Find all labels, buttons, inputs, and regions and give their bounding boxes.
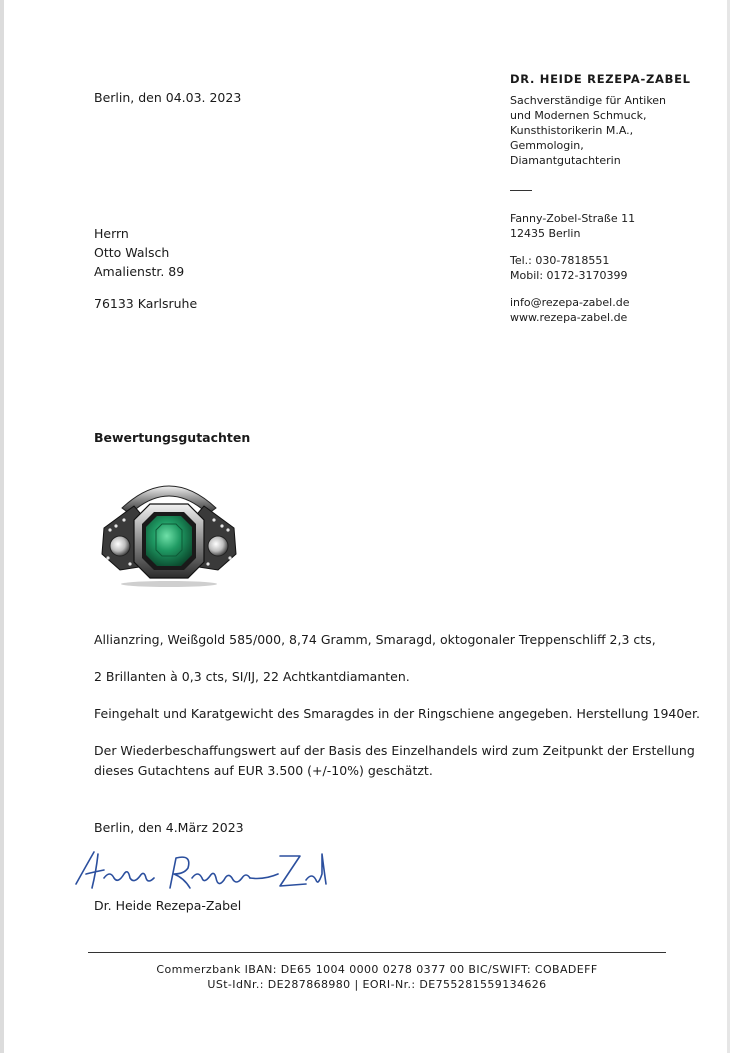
document-subject: Bewertungsgutachten bbox=[94, 430, 251, 445]
paragraph-description: Allianzring, Weißgold 585/000, 8,74 Gramm, Smaragd, oktogonaler Treppenschliff 2,3 cts, bbox=[94, 632, 656, 647]
footer-divider bbox=[88, 952, 666, 953]
sender-tel: Tel.: 030-7818551 bbox=[510, 254, 610, 267]
signer-name: Dr. Heide Rezepa-Zabel bbox=[94, 898, 242, 913]
letterhead-divider bbox=[510, 190, 532, 191]
recipient-street: Amalienstr. 89 bbox=[94, 264, 185, 279]
paragraph-valuation-cont: dieses Gutachtens auf EUR 3.500 (+/-10%) geschätzt. bbox=[94, 763, 433, 778]
sender-email: info@rezepa-zabel.de bbox=[510, 296, 630, 309]
recipient-city: 76133 Karlsruhe bbox=[94, 296, 198, 311]
recipient-salutation: Herrn bbox=[94, 226, 129, 241]
sender-street: Fanny-Zobel-Straße 11 bbox=[510, 212, 636, 225]
sender-title-line: Diamantgutachterin bbox=[510, 154, 621, 167]
sender-title-line: und Modernen Schmuck, bbox=[510, 109, 647, 122]
footer-bank-line: Commerzbank IBAN: DE65 1004 0000 0278 0377 00 BIC/SWIFT: COBADEFF bbox=[156, 963, 598, 976]
sender-city: 12435 Berlin bbox=[510, 227, 581, 240]
sender-letterhead bbox=[510, 72, 691, 325]
footer-tax-line: USt-IdNr.: DE287868980 | EORI-Nr.: DE755281559134626 bbox=[207, 978, 547, 991]
recipient-name: Otto Walsch bbox=[94, 245, 170, 260]
sender-title-line: Kunsthistorikerin M.A., bbox=[510, 124, 634, 137]
sender-web: www.rezepa-zabel.de bbox=[510, 311, 628, 324]
sender-mobil: Mobil: 0172-3170399 bbox=[510, 269, 628, 282]
sender-title-line: Sachverständige für Antiken bbox=[510, 94, 667, 107]
paragraph-valuation: Der Wiederbeschaffungswert auf der Basis des Einzelhandels wird zum Zeitpunkt der Erstellung bbox=[94, 743, 695, 758]
sender-title-line: Gemmologin, bbox=[510, 139, 584, 152]
handwritten-signature bbox=[68, 844, 328, 896]
closing-place-date: Berlin, den 4.März 2023 bbox=[94, 820, 244, 835]
ring-photo bbox=[100, 470, 238, 588]
scan-edge-left bbox=[0, 0, 4, 1053]
paragraph-stones: 2 Brillanten à 0,3 cts, SI/IJ, 22 Achtkantdiamanten. bbox=[94, 669, 410, 684]
date-line: Berlin, den 04.03. 2023 bbox=[94, 90, 242, 105]
sender-name: DR. HEIDE REZEPA-ZABEL bbox=[510, 72, 691, 86]
recipient-address bbox=[94, 224, 197, 313]
paragraph-hallmark: Feingehalt und Karatgewicht des Smaragdes in der Ringschiene angegeben. Herstellung 1940er. bbox=[94, 706, 700, 721]
